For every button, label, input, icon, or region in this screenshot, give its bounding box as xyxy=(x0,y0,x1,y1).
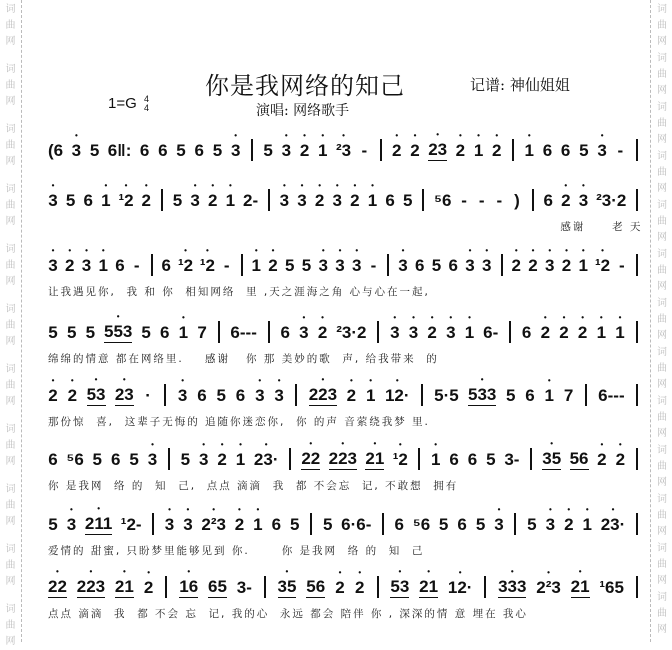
notation-row xyxy=(48,183,640,211)
bar-line xyxy=(512,139,514,161)
note: 5 xyxy=(89,141,100,160)
note: • 1 xyxy=(596,323,606,343)
note: ²3·2 xyxy=(336,323,367,342)
note: • 2 xyxy=(234,515,244,535)
note: • 3 xyxy=(279,191,289,211)
note: 5 xyxy=(263,141,273,160)
note: • 1 xyxy=(225,191,235,211)
note: • 2 xyxy=(141,191,151,211)
note: 6- xyxy=(483,323,499,342)
note: • 3 xyxy=(332,191,342,211)
bar-line xyxy=(164,384,166,406)
note: • 23· xyxy=(601,515,626,535)
notation-row xyxy=(48,507,640,535)
note: • 1 xyxy=(178,323,188,343)
note: • 3 xyxy=(71,141,81,161)
note: • 3 xyxy=(274,386,284,406)
note: • 3 xyxy=(199,450,209,470)
notation-row xyxy=(48,248,640,276)
lyrics-row: 爱情的 甜蜜, 只盼梦里能够见到 你. 你 是我网 络 的 知 己 xyxy=(48,545,425,557)
note: • 21 xyxy=(419,577,438,598)
note: • 1 xyxy=(253,515,263,535)
note: - xyxy=(619,256,625,275)
lyrics-row: 那份惊 喜, 这辈子无悔的 追随你迷恋你, 你 的声 音萦绕我梦 里. xyxy=(48,416,430,428)
key-label: 1=G xyxy=(108,95,137,112)
bar-line xyxy=(636,254,638,276)
note: 5 xyxy=(301,256,312,275)
staff-line xyxy=(48,183,643,235)
note: • 53 xyxy=(390,577,409,598)
note: • 2 xyxy=(355,578,365,598)
note: • 2 xyxy=(561,191,571,211)
notation-row xyxy=(48,442,640,470)
watermark-text: 词 曲 网 xyxy=(657,4,667,47)
note: 5 xyxy=(475,515,486,534)
transcriber-credit: 记谱: 神仙姐姐 xyxy=(470,76,570,94)
note: 5 xyxy=(129,450,139,469)
note: • 3 xyxy=(465,256,475,276)
bar-line xyxy=(310,513,312,535)
note: • 2 xyxy=(578,323,588,343)
note: • 1 xyxy=(236,450,246,470)
note: • 553 xyxy=(104,322,132,343)
staff-line xyxy=(48,507,640,559)
note: • ¹2 xyxy=(178,256,193,276)
note: 5 xyxy=(176,141,186,160)
note: • 3 xyxy=(597,141,607,161)
bar-line xyxy=(377,321,379,343)
watermark-text: 词 曲 网 xyxy=(5,64,16,107)
note: - xyxy=(496,191,503,210)
lyrics-row: 让我遇见你, 我 和 你 相知网络 里 ,天之涯海之角 心与心在一起, xyxy=(48,286,430,298)
bar-line xyxy=(168,448,170,470)
watermark-text: 词 曲 网 xyxy=(5,424,16,467)
note: - xyxy=(617,141,624,160)
note: • 3 xyxy=(482,256,492,276)
note: 5 xyxy=(438,515,449,534)
watermark-right xyxy=(650,0,672,642)
note: • 2 xyxy=(144,578,154,598)
note: 6 xyxy=(83,191,93,210)
note: • 2 xyxy=(48,386,58,406)
note: 5 xyxy=(180,450,191,469)
note: • 223 xyxy=(309,385,337,406)
note: 5 xyxy=(216,386,226,405)
note: • 3 xyxy=(48,256,58,276)
note: 6 xyxy=(280,323,290,342)
note: • 3 xyxy=(190,191,200,211)
watermark-text: 词 曲 网 xyxy=(5,544,16,587)
note: • 2 xyxy=(318,323,328,343)
bar-line xyxy=(151,254,153,276)
note: 6 xyxy=(161,256,171,275)
note: • 3 xyxy=(178,386,188,406)
note: 5 xyxy=(66,323,77,342)
note: • 211 xyxy=(85,514,112,535)
note: • 23 xyxy=(115,385,134,406)
notation-row xyxy=(48,378,640,406)
note: 6 xyxy=(448,256,458,275)
note: 5 xyxy=(527,515,537,534)
note: 65 xyxy=(208,577,227,596)
bar-line xyxy=(636,139,638,161)
note: • 35 xyxy=(542,449,561,470)
bar-line xyxy=(530,448,532,470)
note: • 2 xyxy=(564,515,574,535)
staff-line xyxy=(48,442,640,494)
note: • 223 xyxy=(329,449,357,470)
bar-line xyxy=(418,448,420,470)
watermark-text: 词 曲 网 xyxy=(657,102,667,145)
bar-line xyxy=(514,513,516,535)
note: ⁵6 xyxy=(66,450,84,469)
bar-line xyxy=(636,448,638,470)
note: 5 xyxy=(290,515,300,534)
note: • 2 xyxy=(350,191,360,211)
note: • 3 xyxy=(398,256,408,276)
note: 6 xyxy=(521,323,532,342)
note: • ¹2 xyxy=(119,191,134,211)
note: • 1 xyxy=(431,450,441,470)
note: 5 xyxy=(65,191,76,210)
bar-line xyxy=(509,321,511,343)
note: 6--- xyxy=(598,386,625,405)
note: • 2²3 xyxy=(536,578,561,598)
note: - xyxy=(370,256,377,275)
note: • 22 xyxy=(301,449,320,470)
notation-row xyxy=(48,570,640,598)
watermark-text: 词 曲 网 xyxy=(657,249,667,292)
note: • 2 xyxy=(427,323,437,343)
note: • 2 xyxy=(559,323,569,343)
note: • 1 xyxy=(318,141,328,161)
staff-line xyxy=(48,378,640,430)
note: 6 xyxy=(48,450,58,469)
note: • 3 xyxy=(281,141,291,161)
watermark-left xyxy=(0,0,22,647)
note: • 35 xyxy=(278,577,297,598)
bar-line xyxy=(377,576,379,598)
watermark-text: 词 曲 网 xyxy=(5,4,16,47)
note: ¹2- xyxy=(120,515,142,534)
bar-line xyxy=(382,513,384,535)
watermark-text: 词 曲 网 xyxy=(5,184,16,227)
note: 56 xyxy=(306,577,326,596)
note: • 3 xyxy=(390,323,400,343)
bar-line xyxy=(636,189,638,211)
note: 6 xyxy=(449,450,459,469)
note: 6 xyxy=(110,450,121,469)
note: 6 xyxy=(160,323,170,342)
watermark-text: 词 曲 网 xyxy=(657,200,667,243)
note: • 2 xyxy=(528,256,538,276)
note: • 23· xyxy=(254,450,279,470)
note: - xyxy=(223,256,230,275)
note: • 3 xyxy=(578,191,588,211)
note: • 3 xyxy=(66,515,76,535)
note: • 3 xyxy=(545,515,555,535)
note: ²3·2 xyxy=(596,191,627,210)
time-signature: 4 4 xyxy=(143,94,149,114)
note: 6 xyxy=(542,141,553,160)
note: • 2 xyxy=(65,256,75,276)
note: 6·6- xyxy=(341,515,372,534)
note: • 2 xyxy=(492,141,502,161)
lyrics-row: 你 是我网 络 的 知 己, 点点 滴滴 我 都 不会忘 记, 不敢想 拥有 xyxy=(48,480,459,492)
watermark-text: 词 曲 网 xyxy=(657,445,667,488)
watermark-text: 词 曲 网 xyxy=(657,151,667,194)
staff-line xyxy=(48,315,640,367)
note: • 2 xyxy=(346,386,356,406)
note: 5 xyxy=(403,191,413,210)
note: 6--- xyxy=(230,323,257,342)
note: • 3 xyxy=(164,515,174,535)
bar-line xyxy=(422,189,424,211)
note: • 2²3 xyxy=(201,515,226,535)
note: 5 xyxy=(141,323,151,342)
note: • 3 xyxy=(299,323,309,343)
note: • 3 xyxy=(494,515,504,535)
note: • 21 xyxy=(365,449,384,470)
note: • 1 xyxy=(524,141,534,161)
notation-row xyxy=(48,133,640,161)
note: • ¹2 xyxy=(200,256,215,276)
note: 5·5 xyxy=(434,386,459,405)
watermark-text: 词 曲 网 xyxy=(657,298,667,341)
bar-line xyxy=(289,448,291,470)
watermark-text: 词 曲 网 xyxy=(5,604,16,647)
note: • 2 xyxy=(335,578,345,598)
note: • 1 xyxy=(544,386,554,406)
note: • 2 xyxy=(455,141,465,161)
note: • 3 xyxy=(48,191,58,211)
note: • 3 xyxy=(231,141,241,161)
note: • 3 xyxy=(408,323,418,343)
note: • 2 xyxy=(300,141,310,161)
note: 7 xyxy=(197,323,207,342)
note: • 2 xyxy=(268,256,278,276)
note: • 2 xyxy=(392,141,402,161)
note: • 2 xyxy=(615,450,625,470)
note: 5 xyxy=(172,191,183,210)
note: 6 xyxy=(158,141,168,160)
watermark-text: 词 曲 网 xyxy=(657,53,667,96)
note: 6 xyxy=(197,386,207,405)
song-title: 你是我网络的知己 xyxy=(205,72,405,100)
note: 5 xyxy=(92,450,102,469)
bar-line xyxy=(636,321,638,343)
note: • ¹2 xyxy=(393,450,408,470)
note: 6 xyxy=(457,515,467,534)
note: • 2 xyxy=(67,386,77,406)
watermark-text: 词 曲 网 xyxy=(657,396,667,439)
note: - xyxy=(478,191,485,210)
note: • ¹2 xyxy=(595,256,610,276)
note: • 2 xyxy=(540,323,550,343)
note: • 21 xyxy=(115,577,134,598)
note: • 2 xyxy=(208,191,218,211)
note: 5 xyxy=(322,515,333,534)
note: • 1 xyxy=(366,386,376,406)
note: • 3 xyxy=(183,515,193,535)
staff-line xyxy=(48,248,640,300)
note: 5 xyxy=(48,323,58,342)
note: 56 xyxy=(569,449,589,468)
note: 6 xyxy=(139,141,150,160)
bar-line xyxy=(532,189,534,211)
note: 6 xyxy=(415,256,425,275)
note: · xyxy=(145,386,151,405)
watermark-text: 词 曲 网 xyxy=(5,124,16,167)
note: • 3 xyxy=(318,256,328,276)
singer-credit: 演唱: 网络歌手 xyxy=(256,103,350,119)
bar-line xyxy=(152,513,154,535)
bar-line xyxy=(268,321,270,343)
note: • 23 xyxy=(428,140,447,161)
note: 6 xyxy=(543,191,553,210)
note: 6 xyxy=(394,515,405,534)
key-signature xyxy=(108,95,149,113)
note: 5 xyxy=(505,386,516,405)
note: ) xyxy=(514,191,520,210)
note: • 1 xyxy=(615,323,625,343)
note: • 3 xyxy=(147,450,157,470)
note: • 3 xyxy=(255,386,265,406)
note: 6 xyxy=(235,386,246,405)
note: • 12· xyxy=(448,578,473,598)
note: ⁵6 xyxy=(434,191,452,210)
note: 6 xyxy=(271,515,282,534)
note: 6 xyxy=(385,191,395,210)
bar-line xyxy=(380,139,382,161)
note: 6 xyxy=(560,141,571,160)
bar-line xyxy=(268,189,270,211)
note: • 2 xyxy=(511,256,521,276)
note: • 223 xyxy=(77,577,105,598)
bar-line xyxy=(161,189,163,211)
note: 5 xyxy=(431,256,442,275)
note: 6 xyxy=(467,450,478,469)
note: 5 xyxy=(486,450,496,469)
note: • 1 xyxy=(582,515,592,535)
note: • 1 xyxy=(474,141,484,161)
watermark-text: 词 曲 网 xyxy=(657,543,667,586)
note: 5 xyxy=(579,141,589,160)
note: • 1 xyxy=(578,256,588,276)
note: • 3 xyxy=(446,323,456,343)
note: ⁵6 xyxy=(412,515,431,534)
note: 3- xyxy=(236,578,252,597)
note: 6 xyxy=(115,256,125,275)
lyrics-row: 绵绵的情意 都在网络里. 感谢 你 那 美妙的歌 声, 给我带来 的 xyxy=(48,353,439,365)
note: • 16 xyxy=(179,577,198,598)
lyrics-row: 点点 滴滴 我 都 不会 忘 记, 我的心 永远 都会 陪伴 你 , 深深的情 意 埋在 我心 xyxy=(48,608,528,620)
bar-line xyxy=(295,384,297,406)
staff-line xyxy=(48,133,640,185)
bar-line xyxy=(241,254,243,276)
note: 5 xyxy=(212,141,223,160)
note: • 2 xyxy=(562,256,572,276)
note: • 2 xyxy=(217,450,227,470)
bar-line xyxy=(636,576,638,598)
note: 2- xyxy=(243,191,259,210)
staff-line xyxy=(48,570,640,622)
watermark-text: 词 曲 网 xyxy=(5,364,16,407)
note: 5 xyxy=(285,256,295,275)
watermark-text: 词 曲 网 xyxy=(5,484,16,527)
watermark-text: 词 曲 网 xyxy=(5,304,16,347)
note: • 2 xyxy=(597,450,607,470)
bar-line xyxy=(636,513,638,535)
watermark-text: 词 曲 网 xyxy=(657,347,667,390)
note: • ²3 xyxy=(336,141,351,161)
note: • 1 xyxy=(101,191,111,211)
note: • 3 xyxy=(297,191,307,211)
note: • 53 xyxy=(87,385,106,406)
bar-line xyxy=(218,321,220,343)
note: • 3 xyxy=(352,256,362,276)
note: • 1 xyxy=(368,191,378,211)
note: • 2 xyxy=(410,141,420,161)
note: 5 xyxy=(85,323,96,342)
note: ¹65 xyxy=(599,578,624,597)
bar-line xyxy=(501,254,503,276)
note: - xyxy=(133,256,140,275)
note: - xyxy=(461,191,467,210)
note: • 22 xyxy=(48,577,67,598)
note: • 533 xyxy=(468,385,496,406)
bar-line xyxy=(387,254,389,276)
note: (6 xyxy=(48,141,64,160)
bar-line xyxy=(264,576,266,598)
note: • 1 xyxy=(98,256,108,276)
note: • 3 xyxy=(335,256,345,276)
note: • 3 xyxy=(82,256,92,276)
note: - xyxy=(361,141,368,160)
bar-line xyxy=(421,384,423,406)
note: • 2 xyxy=(315,191,325,211)
watermark-text: 词 曲 网 xyxy=(5,244,16,287)
bar-line xyxy=(484,576,486,598)
bar-line xyxy=(165,576,167,598)
watermark-text: 词 曲 网 xyxy=(657,592,667,635)
bar-line xyxy=(636,384,638,406)
note: 3- xyxy=(504,450,520,469)
notation-row xyxy=(48,315,640,343)
note: • 12· xyxy=(385,386,410,406)
note: 6 xyxy=(525,386,535,405)
bar-line xyxy=(585,384,587,406)
note: 5 xyxy=(48,515,58,534)
note: • 1 xyxy=(465,323,475,343)
lyrics-row: 感谢 老 天 xyxy=(48,221,643,233)
note: • 21 xyxy=(571,577,590,598)
note: 6‖: xyxy=(107,141,132,160)
note: • 333 xyxy=(498,577,526,598)
bar-line xyxy=(251,139,253,161)
note: • 3 xyxy=(545,256,555,276)
watermark-text: 词 曲 网 xyxy=(657,494,667,537)
note: • 1 xyxy=(251,256,261,276)
note: 6 xyxy=(194,141,204,160)
note: 7 xyxy=(563,386,574,405)
